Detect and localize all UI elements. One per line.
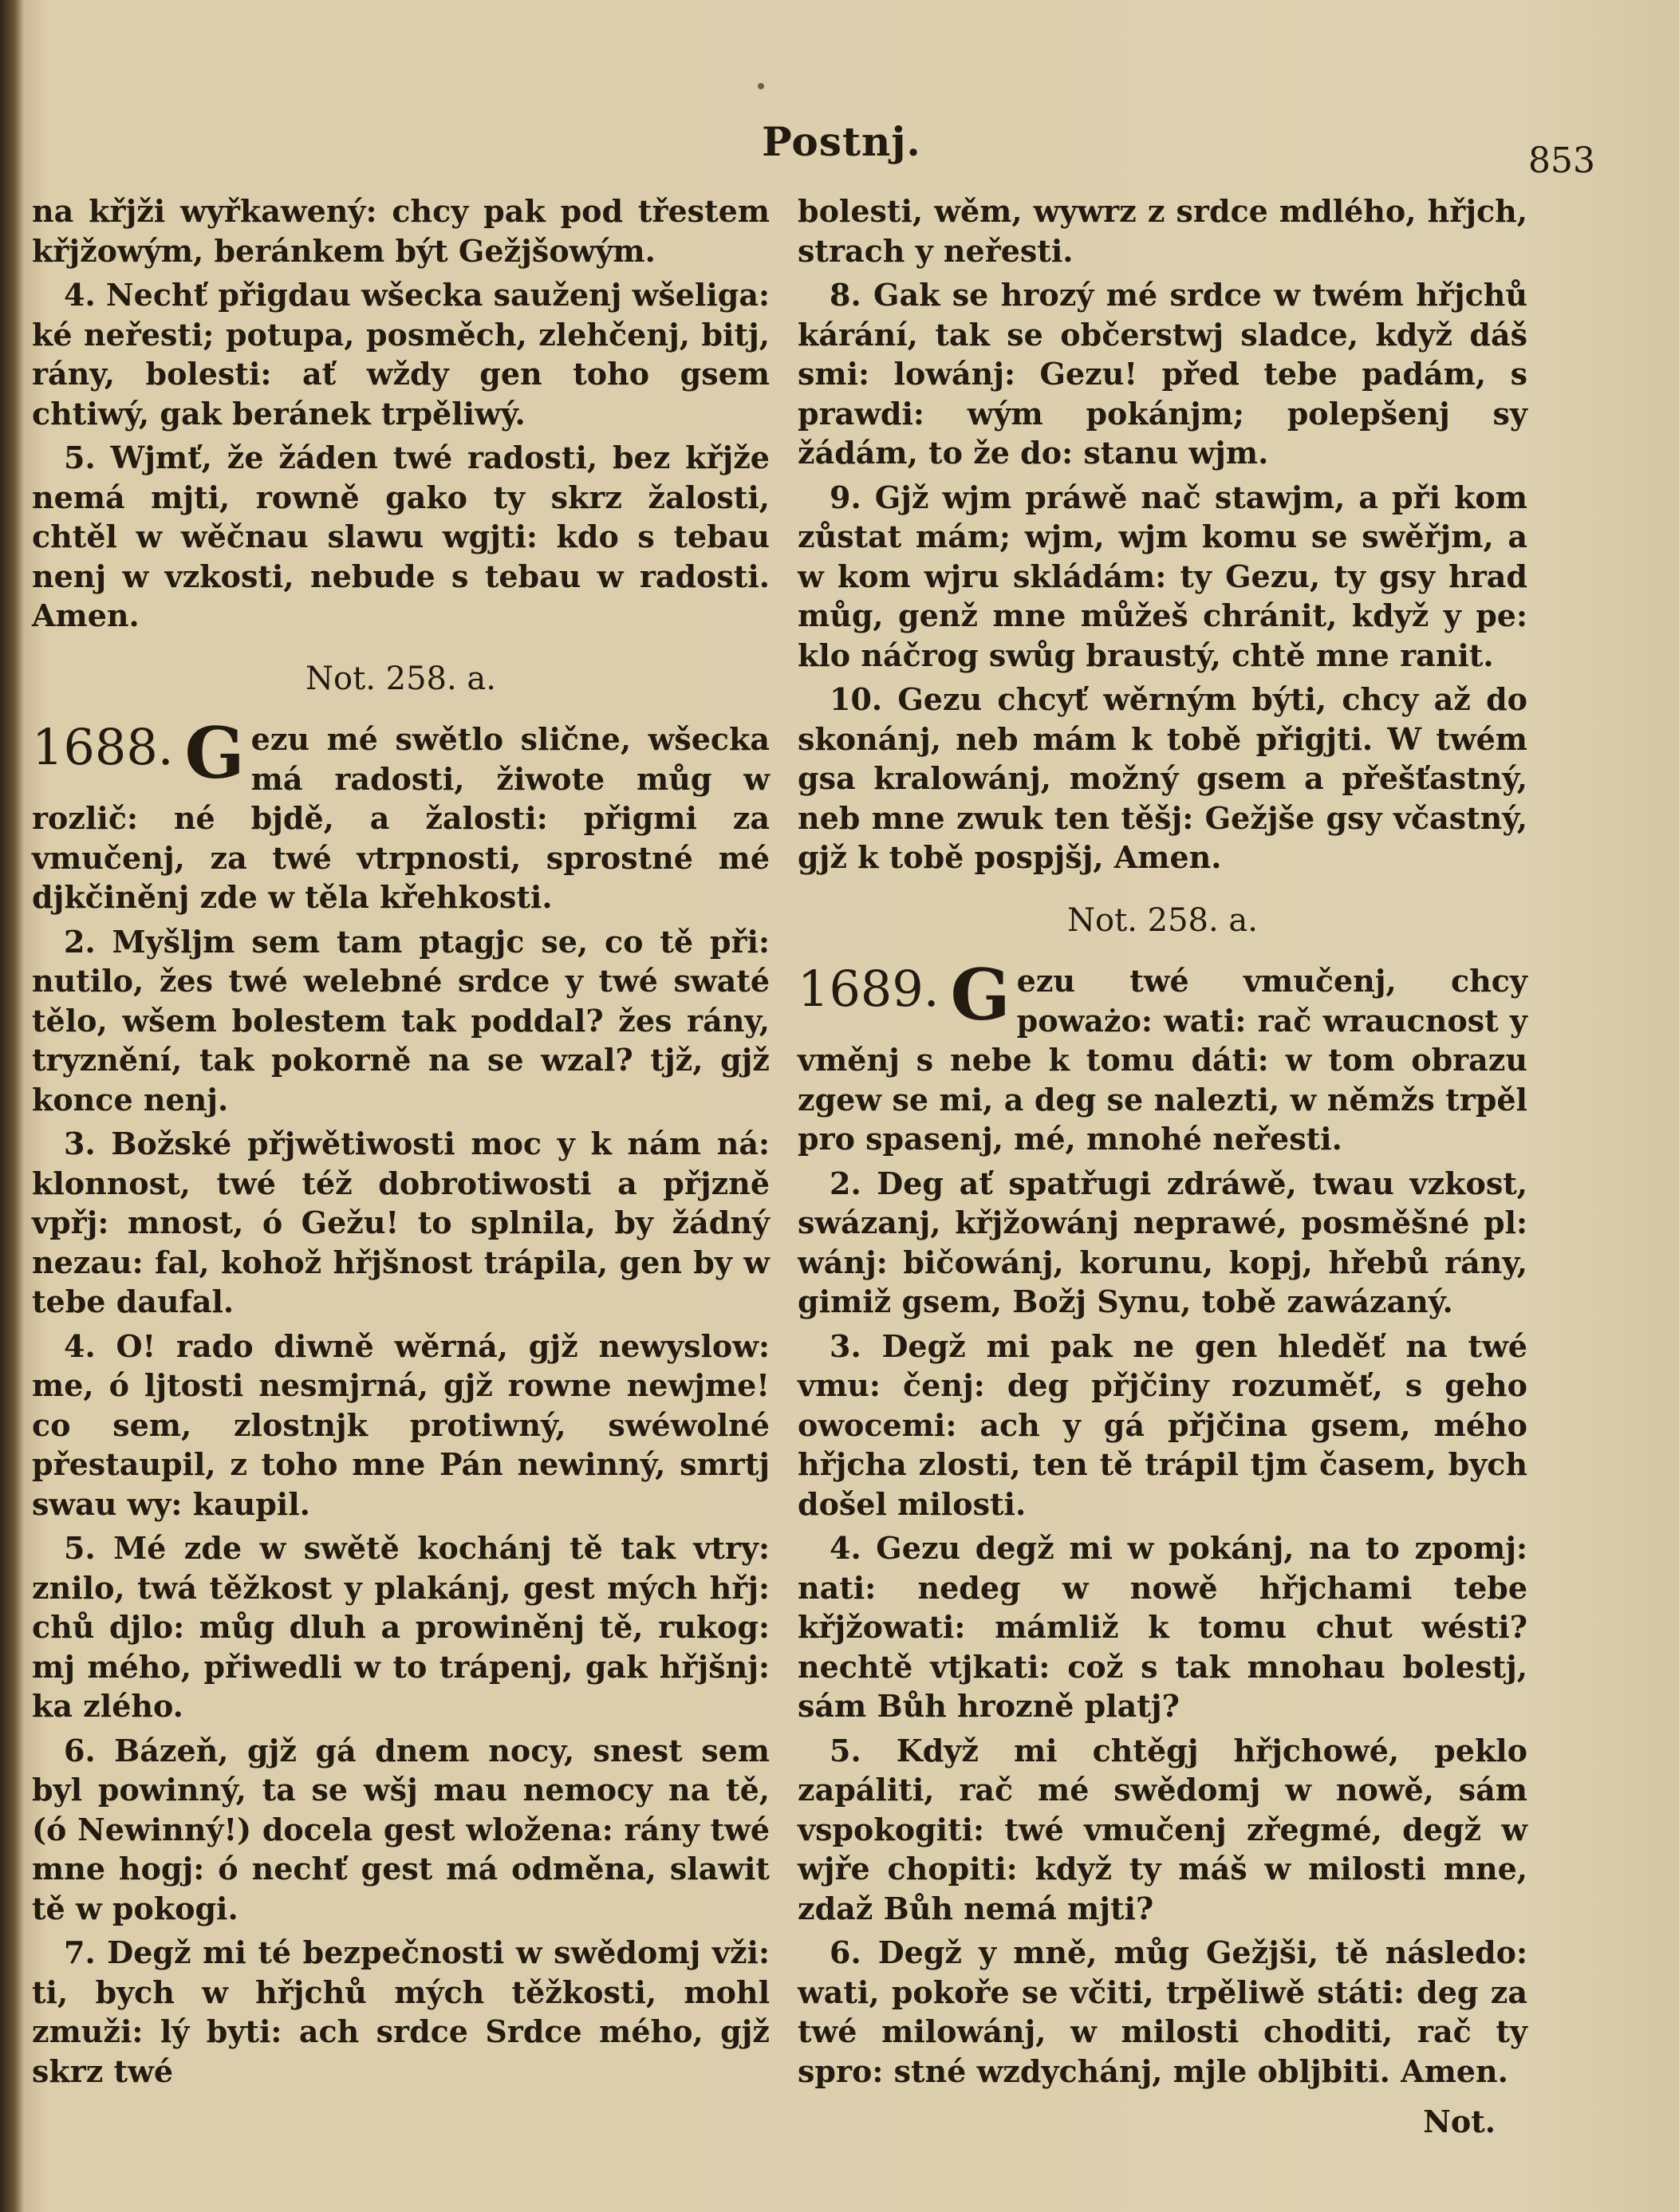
verse: 2. Myšljm sem tam ptagjc se, co tě při: nutilo, žes twé welebné srdce y twé swaté tělo, wšem bolestem tak poddal? žes rány, tryznění, tak pokorně na se wzal? tjž, gjž konce nenj. — [32, 923, 770, 1118]
running-head: Postnj. — [762, 118, 921, 165]
hymn-number: 1689. — [798, 960, 940, 1018]
ink-spot — [758, 83, 764, 89]
verse: 4. Nechť přigdau wšecka sauženj wšeliga: ké neřesti; potupa, posměch, zlehčenj, bitj, rány, bolesti: ať wždy gen toho gsem chtiwý, gak beránek trpěliwý. — [32, 277, 770, 432]
verse: 6. Bázeň, gjž gá dnem nocy, snest sem byl powinný, ta se wšj mau nemocy na tě, (ó Newinný!) docela gest wložena: rány twé mne hogj: ó nechť gest má odměna, slawit tě w pokogi. — [32, 1732, 770, 1926]
hymn-number: 1688. — [32, 718, 174, 776]
verse: 7. Degž mi té bezpečnosti w swědomj vži: ti, bych w hřjchů mých těžkosti, mohl zmuži: lý byti: ach srdce Srdce mého, gjž skrz twé — [32, 1934, 770, 2089]
hymn-opening — [32, 712, 770, 917]
verse: 5. Wjmť, že žáden twé radosti, bez křjže nemá mjti, rowně gako ty skrz žalosti, chtěl w wěčnau slawu wgjti: kdo s tebau nenj w vzkosti, nebude s tebau w radosti. Amen. — [32, 440, 770, 633]
hymn-notation: Not. 258. a. — [305, 660, 496, 697]
verse: 5. Mé zde w swětě kochánj tě tak vtry: znilo, twá těžkost y plakánj, gest mých hřj: chů djlo: můg dluh a prowiněnj tě, rukog: mj mého, přiwedli w to trápenj, gak hřjšnj: ka zlého. — [32, 1530, 770, 1724]
catchword: Not. — [1423, 2104, 1496, 2139]
drop-cap: G — [950, 953, 1011, 1036]
verse: 3. Božské přjwětiwosti moc y k nám ná: klonnost, twé též dobrotiwosti a přjzně vpřj: mnost, ó Gežu! to splnila, by žádný nezau: fal, kohož hřjšnost trápila, gen by w tebe daufal. — [32, 1126, 770, 1319]
hymn-opening — [798, 953, 1527, 1159]
verse: 10. Gezu chcyť wěrným býti, chcy až do skonánj, neb mám k tobě přigjti. W twém gsa kralowánj, možný gsem a přešťastný, neb mne zwuk ten těšj: Gežjše gsy včastný, gjž k tobě pospjšj, Amen. — [798, 681, 1527, 875]
drop-cap: G — [184, 712, 245, 795]
verse: 8. Gak se hrozý mé srdce w twém hřjchů kárání, tak se občerstwj sladce, když dáš smi: lowánj: Gezu! před tebe padám, s prawdi: wým pokánjm; polepšenj sy žádám, to že do: stanu wjm. — [798, 277, 1527, 471]
left-column — [32, 191, 770, 2096]
verse: 6. Degž y mně, můg Gežjši, tě následo: wati, pokoře se včiti, trpěliwě státi: deg za twé milowánj, w milosti choditi, rač ty spro: stné wzdychánj, mjle obljbiti. Amen. — [798, 1934, 1527, 2089]
verse: 4. Gezu degž mi w pokánj, na to zpomj: nati: nedeg w nowě hřjchami tebe křjžowati: mámliž k tomu chut wésti? nechtě vtjkati: což s tak mnohau bolestj, sám Bůh hrozně platj? — [798, 1530, 1527, 1724]
verse: 9. Gjž wjm práwě nač stawjm, a při kom zůstat mám; wjm, wjm komu se swěřjm, a w kom wjru skládám: ty Gezu, ty gsy hrad můg, genž mne můžeš chránit, když y pe: klo náčrog swůg braustý, chtě mne ranit. — [798, 479, 1527, 673]
verse: 3. Degž mi pak ne gen hleděť na twé vmu: čenj: deg přjčiny rozuměť, s geho owocemi: ach y gá přjčina gsem, mého hřjcha zlosti, ten tě trápil tjm časem, bych došel milosti. — [798, 1327, 1527, 1522]
hymn-opening-text: ezu mé swětlo slične, wšecka má radosti, žiwote můg w rozlič: né bjdě, a žalosti: přigmi za vmučenj, za twé vtrpnosti, sprostné mé djkčiněnj zde w těla křehkosti. — [32, 721, 770, 915]
hymn-notation: Not. 258. a. — [1067, 901, 1258, 939]
right-column — [798, 191, 1527, 2142]
binding-gutter — [0, 0, 24, 2212]
verse-continuation: na křjži wyřkawený: chcy pak pod třestem křjžowým, beránkem být Gežjšowým. — [32, 193, 770, 269]
verse-continuation: bolesti, wěm, wywrz z srdce mdlého, hřjch, strach y neřesti. — [798, 193, 1527, 269]
verse: 2. Deg ať spatřugi zdráwě, twau vzkost, swázanj, křjžowánj neprawé, posměšné pl: wánj: bičowánj, korunu, kopj, hřebů rány, gimiž gsem, Božj Synu, tobě zawázaný. — [798, 1165, 1527, 1319]
verse: 4. O! rado diwně wěrná, gjž newyslow: me, ó ljtosti nesmjrná, gjž rowne newjme! co sem, zlostnjk protiwný, swéwolné přestaupil, z toho mne Pán newinný, smrtj swau wy: kaupil. — [32, 1327, 770, 1522]
page-number: 853 — [1528, 140, 1595, 181]
verse: 5. Když mi chtěgj hřjchowé, peklo zapáliti, rač mé swědomj w nowě, sám vspokogiti: twé vmučenj zřegmé, degž w wjře chopiti: když ty máš w milosti mne, zdaž Bůh nemá mjti? — [798, 1732, 1527, 1926]
hymn-opening-text: ezu twé vmučenj, chcy poważo: wati: rač wraucnost y vměnj s nebe k tomu dáti: w tom obrazu zgew se mi, a deg se nalezti, w němžs trpěl pro spasenj, mé, mnohé neřesti. — [798, 963, 1527, 1157]
